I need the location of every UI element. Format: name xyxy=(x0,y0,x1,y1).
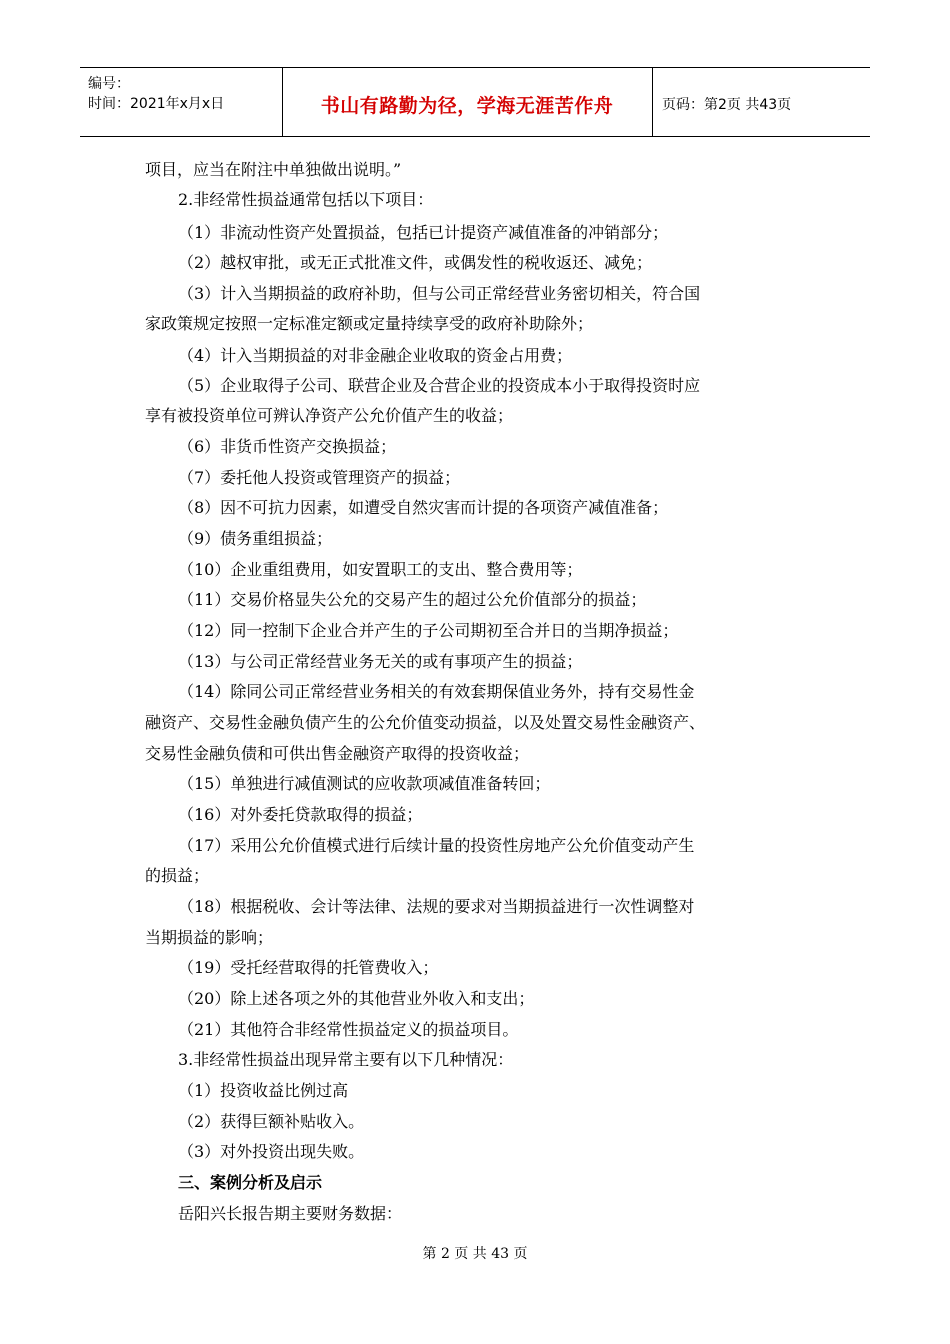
list-item-continuation: 融资产、交易性金融负债产生的公允价值变动损益，以及处置交易性金融资产、 xyxy=(145,713,706,732)
list-item: （11）交易价格显失公允的交易产生的超过公允价值部分的损益； xyxy=(178,590,647,609)
page-footer: 第 2 页 共 43 页 xyxy=(422,1246,528,1262)
list-item: （5）企业取得子公司、联营企业及合营企业的投资成本小于取得投资时应 xyxy=(178,376,701,395)
list-item: （10）企业重组费用，如安置职工的支出、整合费用等； xyxy=(178,560,583,579)
list-item-continuation: 当期损益的影响； xyxy=(145,928,274,947)
list-item: （4）计入当期损益的对非金融企业收取的资金占用费； xyxy=(178,346,573,365)
header-page-cell xyxy=(652,68,870,136)
list-item: （9）债务重组损益； xyxy=(178,529,333,548)
list-item-continuation: 享有被投资单位可辨认净资产公允价值产生的收益； xyxy=(145,406,514,425)
section-heading: 3.非经常性损益出现异常主要有以下几种情况： xyxy=(178,1050,514,1069)
list-item-continuation: 交易性金融负债和可供出售金融资产取得的投资收益； xyxy=(145,744,530,763)
list-item: （8）因不可抗力因素，如遭受自然灾害而计提的各项资产减值准备； xyxy=(178,498,669,517)
header-page-info: 页码：第2页 共43页 xyxy=(662,97,792,113)
list-item: （21）其他符合非经常性损益定义的损益项目。 xyxy=(178,1020,519,1039)
list-item: （18）根据税收、会计等法律、法规的要求对当期损益进行一次性调整对 xyxy=(178,897,695,916)
list-item: （14）除同公司正常经营业务相关的有效套期保值业务外，持有交易性金 xyxy=(178,682,695,701)
list-item: （3）计入当期损益的政府补助，但与公司正常经营业务密切相关，符合国 xyxy=(178,284,701,303)
list-item: （2）越权审批，或无正式批准文件，或偶发性的税收返还、减免； xyxy=(178,253,653,272)
list-item-continuation: 家政策规定按照一定标准定额或定量持续享受的政府补助除外； xyxy=(145,314,594,333)
list-item: （16）对外委托贷款取得的损益； xyxy=(178,805,423,824)
list-item-continuation: 的损益； xyxy=(145,866,210,885)
header-motto-cell xyxy=(282,68,653,136)
body-line: 岳阳兴长报告期主要财务数据： xyxy=(178,1204,403,1223)
list-item: （1）投资收益比例过高 xyxy=(178,1081,349,1100)
header-motto: 书山有路勤为径，学海无涯苦作舟 xyxy=(320,95,614,117)
list-item: （7）委托他人投资或管理资产的损益； xyxy=(178,468,461,487)
list-item: （6）非货币性资产交换损益； xyxy=(178,437,397,456)
list-item: （12）同一控制下企业合并产生的子公司期初至合并日的当期净损益； xyxy=(178,621,679,640)
list-item: （17）采用公允价值模式进行后续计量的投资性房地产公允价值变动产生 xyxy=(178,836,695,855)
page-header xyxy=(80,67,870,137)
header-meta-cell xyxy=(80,68,283,136)
chapter-heading: 三、案例分析及启示 xyxy=(178,1173,323,1192)
list-item: （15）单独进行减值测试的应收款项减值准备转回； xyxy=(178,774,551,793)
list-item: （3）对外投资出现失败。 xyxy=(178,1142,365,1161)
body-line: 项目，应当在附注中单独做出说明。” xyxy=(145,160,402,179)
document-date-label: 时间：2021年x月x日 xyxy=(88,96,225,112)
document-number-label: 编号： xyxy=(88,76,130,92)
section-heading: 2.非经常性损益通常包括以下项目： xyxy=(178,190,434,209)
list-item: （13）与公司正常经营业务无关的或有事项产生的损益； xyxy=(178,652,583,671)
list-item: （19）受托经营取得的托管费收入； xyxy=(178,958,439,977)
list-item: （1）非流动性资产处置损益，包括已计提资产减值准备的冲销部分； xyxy=(178,223,669,242)
list-item: （2）获得巨额补贴收入。 xyxy=(178,1112,365,1131)
list-item: （20）除上述各项之外的其他营业外收入和支出； xyxy=(178,989,535,1008)
